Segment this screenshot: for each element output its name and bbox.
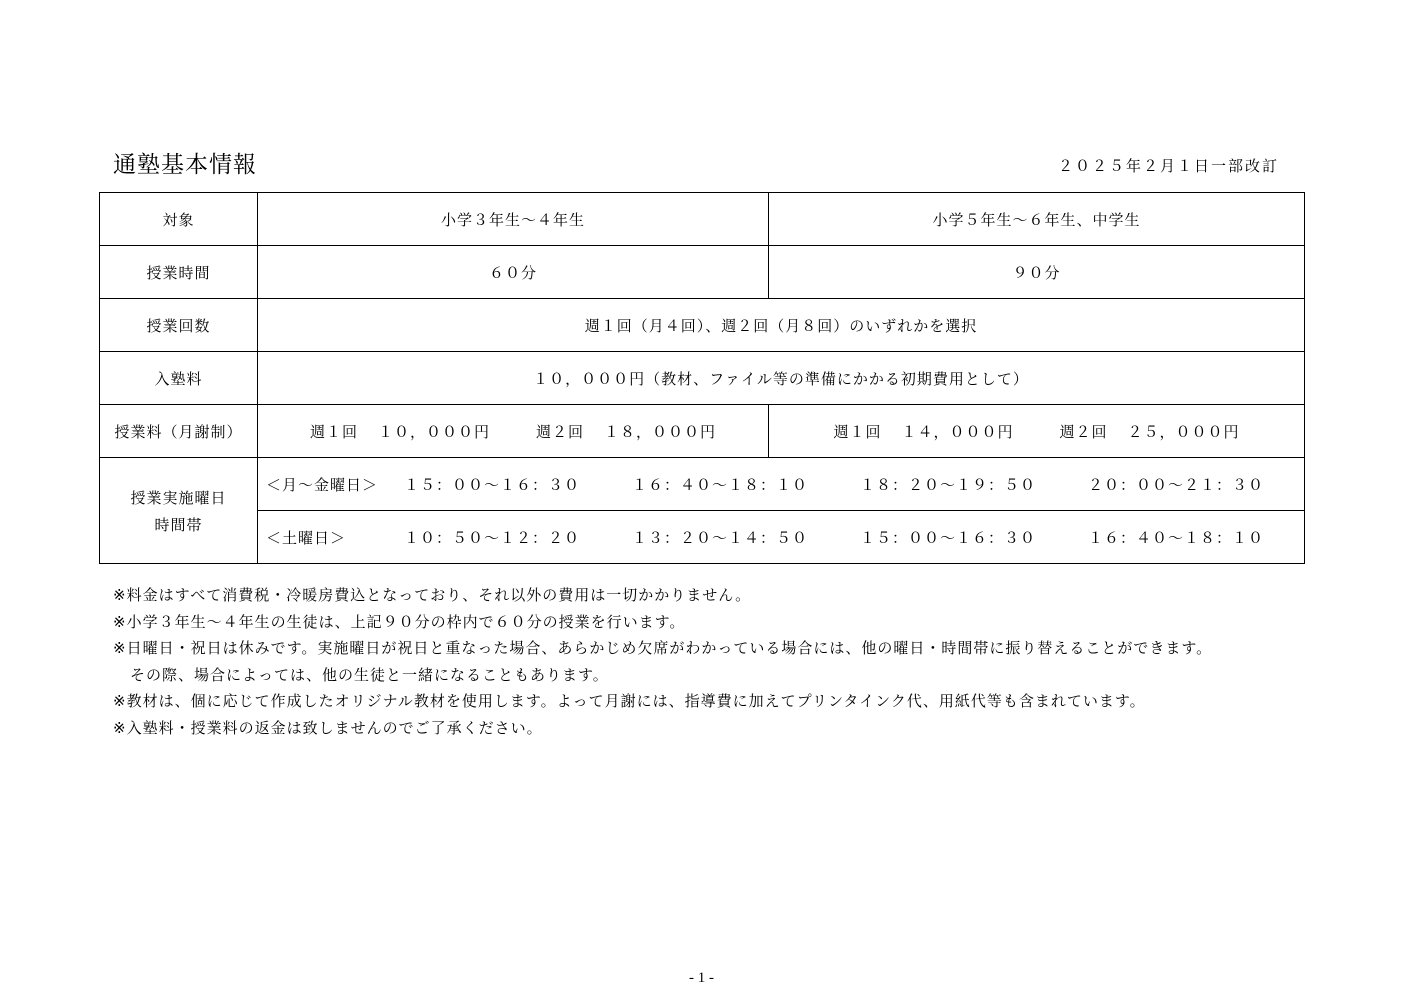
page-number: - 1 - <box>689 970 714 986</box>
note-item: ※料金はすべて消費税・冷暖房費込となっており、それ以外の費用は一切かかりません。 <box>113 586 752 604</box>
table-row-schedule-weekday <box>100 458 1305 511</box>
weekday-slot-2: １６：４０～１８：１０ <box>632 475 809 494</box>
table-row-schedule-saturday <box>100 511 1305 564</box>
note-item: ※小学３年生～４年生の生徒は、上記９０分の枠内で６０分の授業を行います。 <box>113 612 686 631</box>
duration-lower-grades: ６０分 <box>258 246 769 299</box>
notes <box>113 582 1212 742</box>
tuition-lower-once-price: １０，０００円 <box>377 422 490 441</box>
note-item: ※教材は、個に応じて作成したオリジナル教材を使用します。よって月謝には、指導費に加えてプリンタインク代、用紙代等も含まれています。 <box>113 692 1146 711</box>
saturday-slot-3: １５：００～１６：３０ <box>860 528 1037 547</box>
info-table <box>99 192 1305 564</box>
tuition-upper-grades <box>769 405 1305 458</box>
target-label: 対象 <box>100 193 258 246</box>
note-item: ※日曜日・祝日は休みです。実施曜日が祝日と重なった場合、あらかじめ欠席がわかっている場合には、他の曜日・時間帯に振り替えることができます。 <box>113 639 1213 658</box>
admission-fee-value: １０，０００円（教材、ファイル等の準備にかかる初期費用として） <box>258 352 1305 405</box>
weekday-label: ＜月～金曜日＞ <box>266 475 379 494</box>
duration-upper-grades: ９０分 <box>769 246 1305 299</box>
tuition-lower-grades <box>258 405 769 458</box>
note-item: ※入塾料・授業料の返金は致しませんのでご了承ください。 <box>113 718 543 737</box>
saturday-slot-2: １３：２０～１４：５０ <box>632 528 809 547</box>
table-row-tuition <box>100 405 1305 458</box>
target-lower-grades: 小学３年生～４年生 <box>258 193 769 246</box>
frequency-value: 週１回（月４回）、週２回（月８回）のいずれかを選択 <box>258 299 1305 352</box>
weekday-schedule <box>258 458 1305 511</box>
saturday-slot-1: １０：５０～１２：２０ <box>404 528 581 547</box>
schedule-label-line2: 時間帯 <box>154 515 203 534</box>
tuition-lower-twice-price: １８，０００円 <box>604 422 717 441</box>
tuition-lower-twice-label: 週２回 <box>536 422 585 441</box>
weekday-slot-1: １５：００～１６：３０ <box>404 475 581 494</box>
target-upper-grades: 小学５年生～６年生、中学生 <box>769 193 1305 246</box>
table-row-duration <box>100 246 1305 299</box>
duration-label: 授業時間 <box>100 246 258 299</box>
tuition-upper-twice-label: 週２回 <box>1059 422 1108 441</box>
tuition-upper-once-price: １４，０００円 <box>901 422 1014 441</box>
page-title: 通塾基本情報 <box>113 152 257 178</box>
schedule-label-line1: 授業実施曜日 <box>130 488 227 507</box>
revision-date: ２０２５年２月１日一部改訂 <box>1057 157 1279 175</box>
tuition-lower-once-label: 週１回 <box>309 422 358 441</box>
tuition-label: 授業料（月謝制） <box>100 405 258 458</box>
tuition-upper-twice-price: ２５，０００円 <box>1127 422 1240 441</box>
weekday-slot-3: １８：２０～１９：５０ <box>860 475 1037 494</box>
schedule-label <box>100 458 258 564</box>
weekday-slot-4: ２０：００～２１：３０ <box>1088 475 1265 494</box>
table-row-frequency <box>100 299 1305 352</box>
saturday-schedule <box>258 511 1305 564</box>
table-row-admission <box>100 352 1305 405</box>
note-item-continuation: その際、場合によっては、他の生徒と一緒になることもあります。 <box>130 665 609 684</box>
admission-fee-label: 入塾料 <box>100 352 258 405</box>
tuition-upper-once-label: 週１回 <box>833 422 882 441</box>
saturday-label: ＜土曜日＞ <box>266 528 347 547</box>
saturday-slot-4: １６：４０～１８：１０ <box>1088 528 1265 547</box>
frequency-label: 授業回数 <box>100 299 258 352</box>
table-row-target <box>100 193 1305 246</box>
